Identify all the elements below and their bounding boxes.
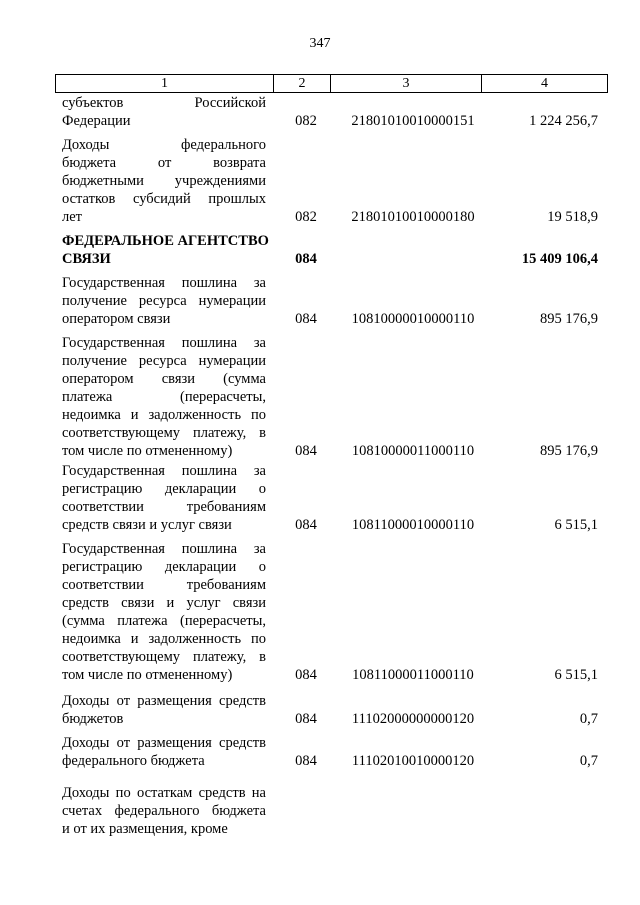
row-name-line: платежа (перерасчеты,: [62, 389, 266, 405]
row-kbk: 11102010010000120: [351, 753, 475, 769]
row-code: 084: [295, 711, 317, 727]
row-name-line: остатков субсидий прошлых: [62, 191, 266, 207]
row-name-line: Федерации: [62, 113, 131, 129]
row-name-line: счетах федерального бюджета: [62, 803, 266, 819]
row-name: [62, 462, 266, 534]
row-name-line: Доходы по остаткам средств на: [62, 785, 266, 801]
row-name-line: регистрацию декларации о: [62, 481, 266, 497]
row-code: 082: [295, 113, 317, 129]
row-amount: 0,7: [579, 753, 598, 769]
column-header-3: 3: [331, 75, 482, 93]
row-code: 084: [295, 311, 317, 327]
row-name-line: субъектов Российской: [62, 95, 266, 111]
row-name-line: Доходы от размещения средств: [62, 735, 266, 751]
row-kbk: 21801010010000151: [351, 113, 475, 129]
row-code: 084: [295, 753, 317, 769]
row-code: 084: [295, 517, 317, 533]
row-name-line: Доходы федерального: [62, 137, 266, 153]
row-name-line: средств связи и услуг связи: [62, 595, 266, 611]
column-header-1: 1: [56, 75, 274, 93]
row-name-line: лет: [62, 209, 83, 225]
row-amount: 15 409 106,4: [521, 251, 598, 267]
row-name: [62, 94, 266, 130]
row-name-line: соответствующему платежу, в: [62, 649, 266, 665]
row-amount: 6 515,1: [554, 667, 598, 683]
row-name-line: том числе по отмененному): [62, 443, 233, 459]
row-amount: 1 224 256,7: [529, 113, 598, 129]
row-name-line: бюджетов: [62, 711, 124, 727]
row-amount: 0,7: [579, 711, 598, 727]
row-amount: 895 176,9: [540, 311, 598, 327]
row-name-line: средств связи и услуг связи: [62, 517, 232, 533]
row-name-line: соответствующему платежу, в: [62, 425, 266, 441]
row-name-line: Государственная пошлина за: [62, 463, 266, 479]
row-code: 084: [295, 251, 317, 267]
row-name-line: получение ресурса нумерации: [62, 293, 266, 309]
row-name-line: (сумма платежа (перерасчеты,: [62, 613, 266, 629]
row-name: [62, 232, 269, 268]
page-number: 347: [309, 36, 331, 51]
row-name-line: Доходы от размещения средств: [62, 693, 266, 709]
row-name-line: соответствии требованиям: [62, 577, 266, 593]
row-code: 084: [295, 667, 317, 683]
row-name-line: недоимка и задолженность по: [62, 631, 266, 647]
row-kbk: 10811000011000110: [352, 667, 474, 683]
row-amount: 6 515,1: [554, 517, 598, 533]
row-name-line: бюджетными учреждениями: [62, 173, 266, 189]
row-name-line: Государственная пошлина за: [62, 335, 266, 351]
row-name-line: федерального бюджета: [62, 753, 205, 769]
row-kbk: 11102000000000120: [351, 711, 475, 727]
row-kbk: 10811000010000110: [351, 517, 475, 533]
row-name-line: регистрацию декларации о: [62, 559, 266, 575]
row-name-line: том числе по отмененному): [62, 667, 233, 683]
row-name-line: оператором связи (сумма: [62, 371, 266, 387]
row-amount: 19 518,9: [547, 209, 598, 225]
row-kbk: 10810000010000110: [351, 311, 475, 327]
row-code: 084: [295, 443, 317, 459]
row-name: [62, 692, 266, 728]
column-header-2: 2: [274, 75, 331, 93]
row-name: [62, 136, 266, 226]
row-name: [62, 734, 266, 770]
row-name-line: соответствии требованиям: [62, 499, 266, 515]
row-name-line: Государственная пошлина за: [62, 541, 266, 557]
row-name-line: оператором связи: [62, 311, 171, 327]
row-name-line: недоимка и задолженность по: [62, 407, 266, 423]
row-code: 082: [295, 209, 317, 225]
row-name-line: Государственная пошлина за: [62, 275, 266, 291]
row-name: [62, 784, 266, 838]
column-header-table: [55, 74, 608, 93]
row-name: [62, 274, 266, 328]
row-name-line: и от их размещения, кроме: [62, 821, 228, 837]
row-kbk: 10810000011000110: [351, 443, 475, 459]
row-name-line: бюджета от возврата: [62, 155, 266, 171]
row-name: [62, 540, 266, 684]
row-name-line: СВЯЗИ: [62, 251, 111, 267]
row-name: [62, 334, 266, 460]
column-header-4: 4: [482, 75, 608, 93]
row-kbk: 21801010010000180: [351, 209, 475, 225]
row-amount: 895 176,9: [540, 443, 598, 459]
row-name-line: ФЕДЕРАЛЬНОЕ АГЕНТСТВО: [62, 233, 269, 249]
row-name-line: получение ресурса нумерации: [62, 353, 266, 369]
